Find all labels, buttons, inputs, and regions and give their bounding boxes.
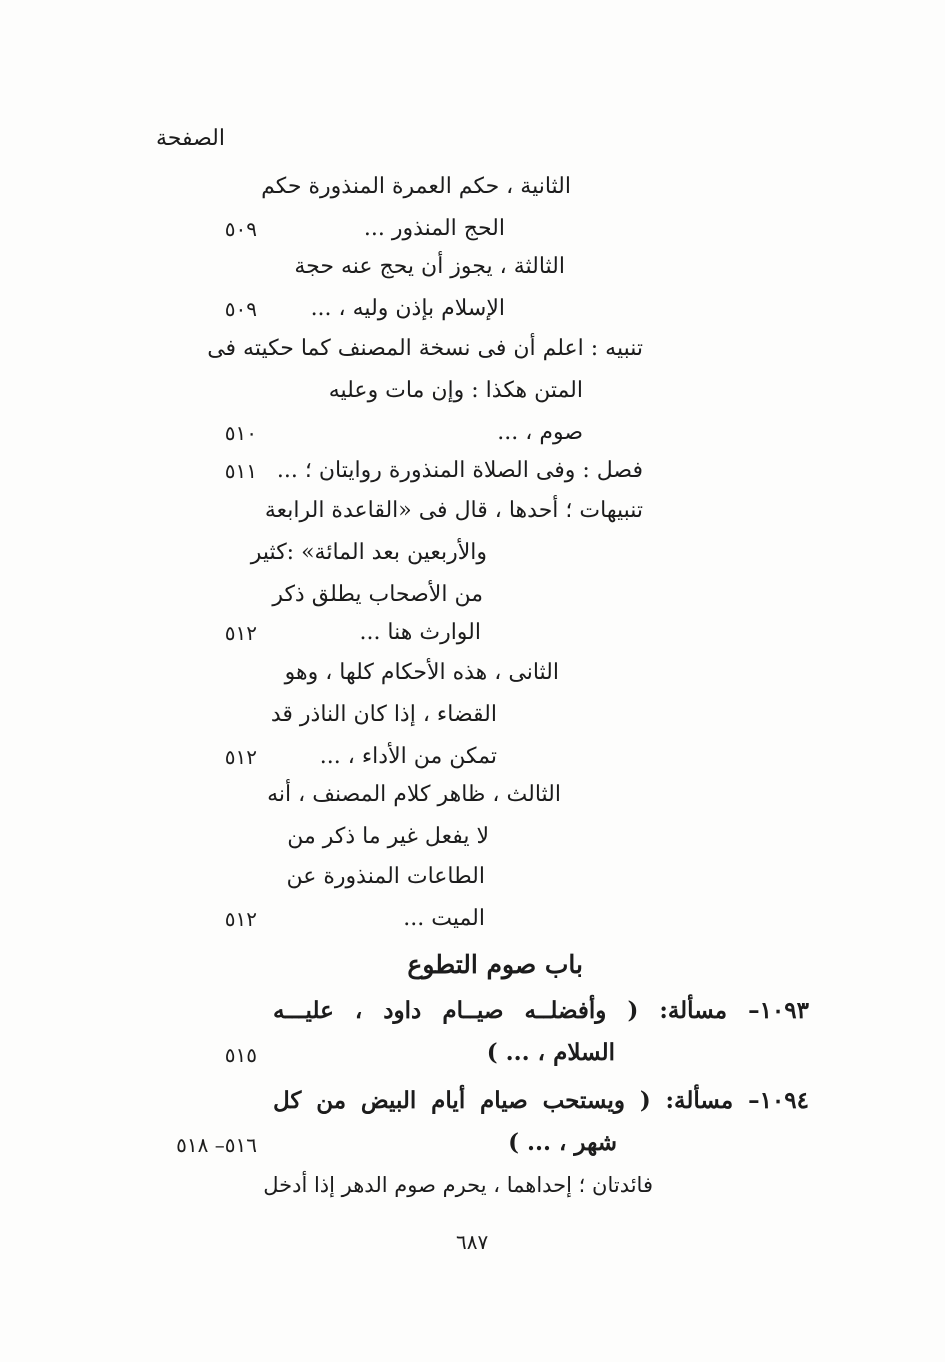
entry-text: من الأصحاب يطلق ذكر [272,582,483,607]
masala-line: السلام ، ... ) [486,1039,615,1066]
page-ref: ٥١٢ [224,745,257,769]
page-ref: ٥١٢ [224,621,257,645]
page-ref: ٥١١ [224,459,257,483]
entry-text: الثانى ، هذه الأحكام كلها ، وهو [284,660,559,685]
masala-line: ١٠٩٣– مسألة: ( وأفضلــه صيــام داود ، عليـــه [273,997,809,1024]
column-header: الصفحة [155,126,225,151]
masala-line: شهر ، ... ) [508,1129,617,1156]
entry-text: تنبيهات ؛ أحدها ، قال فى «القاعدة الرابعة [264,498,643,523]
chapter-title: باب صوم التطوع [407,950,583,979]
entry-text: الثالث ، ظاهر كلام المصنف ، أنه [267,782,561,807]
page-ref: ٥١٥ [224,1043,257,1067]
entry-text: الميت ... [403,906,485,931]
page-ref: ٥١٢ [224,907,257,931]
entry-text: الطاعات المنذورة عن [286,864,485,889]
page-ref: ٥٠٩ [224,297,257,321]
entry-text: تنبيه : اعلم أن فى نسخة المصنف كما حكيته فى [207,336,643,361]
entry-text: الإسلام بإذن وليه ، ... [310,296,505,321]
entry-text: فصل : وفى الصلاة المنذورة روايتان ؛ ... [276,458,643,483]
entry-text: الثالثة ، يجوز أن يحج عنه حجة [294,254,565,279]
entry-text: فائدتان ؛ إحداهما ، يحرم صوم الدهر إذا أدخل [263,1173,653,1197]
page-number: ٦٨٧ [456,1230,489,1254]
entry-text: تمكن من الأداء ، ... [319,744,497,769]
entry-text: الحج المنذور ... [363,216,505,241]
entry-text: لا يفعل غير ما ذكر من [287,824,489,849]
entry-text: الثانية ، حكم العمرة المنذورة حكم [261,174,571,199]
entry-text: القضاء ، إذا كان الناذر قد [270,702,497,727]
masala-line: ١٠٩٤– مسألة: ( ويستحب صيام أيام البيض من كل [273,1087,809,1114]
page-ref: ٥٠٩ [224,217,257,241]
entry-text: صوم ، ... [497,420,583,445]
page-ref: ٥١٦– ٥١٨ [176,1133,257,1157]
page-ref: ٥١٠ [224,421,257,445]
entry-text: والأربعين بعد المائة» :كثير [250,540,487,565]
entry-text: الوارث هنا ... [359,620,481,645]
entry-text: المتن هكذا : وإن مات وعليه [328,378,583,403]
